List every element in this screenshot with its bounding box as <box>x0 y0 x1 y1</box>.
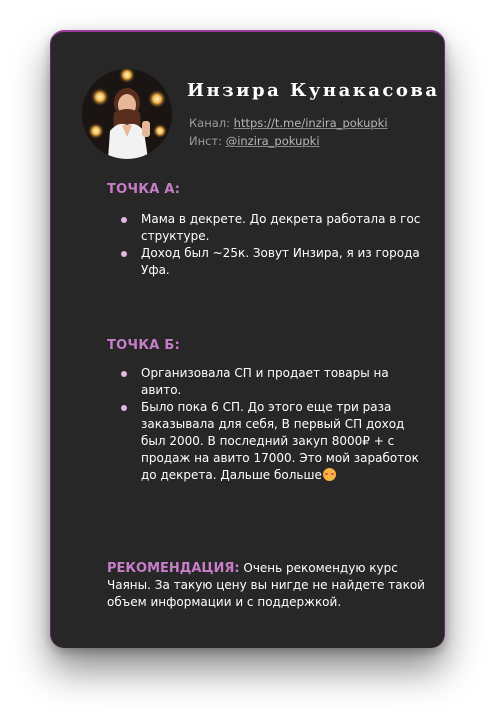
list-item <box>121 211 421 245</box>
list-item <box>121 245 421 279</box>
list-item <box>121 399 421 484</box>
bullet-icon <box>121 251 127 257</box>
list-item-text: Организовала СП и продает товары на авито. <box>141 366 389 397</box>
recommendation-label: РЕКОМЕНДАЦИЯ: <box>107 561 240 576</box>
testimonial-card <box>50 30 445 648</box>
instagram-label: Инст: <box>189 134 226 148</box>
point-b-title: ТОЧКА Б: <box>107 338 181 353</box>
instagram-row <box>189 134 320 148</box>
list-item-text: Доход был ~25к. Зовут Инзира, я из города Уфа. <box>141 246 420 277</box>
channel-label: Канал: <box>189 116 234 130</box>
avatar <box>82 69 172 159</box>
smiling-face-with-hearts-icon <box>323 468 336 481</box>
channel-row <box>189 116 388 130</box>
channel-link[interactable]: https://t.me/inzira_pokupki <box>233 116 388 130</box>
point-a-title: ТОЧКА А: <box>107 182 181 197</box>
instagram-link[interactable]: @inzira_pokupki <box>225 134 320 148</box>
point-b-list <box>121 365 421 484</box>
recommendation <box>107 560 437 611</box>
recommendation-text: Очень рекомендую курс Чаяны. За такую цену вы нигде не найдете такой объем информации и с поддержкой. <box>107 561 425 609</box>
bullet-icon <box>121 217 127 223</box>
list-item-text: Было пока 6 СП. До этого еще три раза заказывала для себя, В первый СП доход был 2000. В последний закуп 8000₽ + с продаж на авито 17000. Это мой заработок до декрета. Дальше больше <box>141 400 419 482</box>
point-a-list <box>121 211 421 279</box>
bullet-icon <box>121 405 127 411</box>
list-item <box>121 365 421 399</box>
bullet-icon <box>121 371 127 377</box>
list-item-text: Мама в декрете. До декрета работала в гос структуре. <box>141 212 421 243</box>
profile-name: Инзира Кунакасова <box>187 80 440 101</box>
